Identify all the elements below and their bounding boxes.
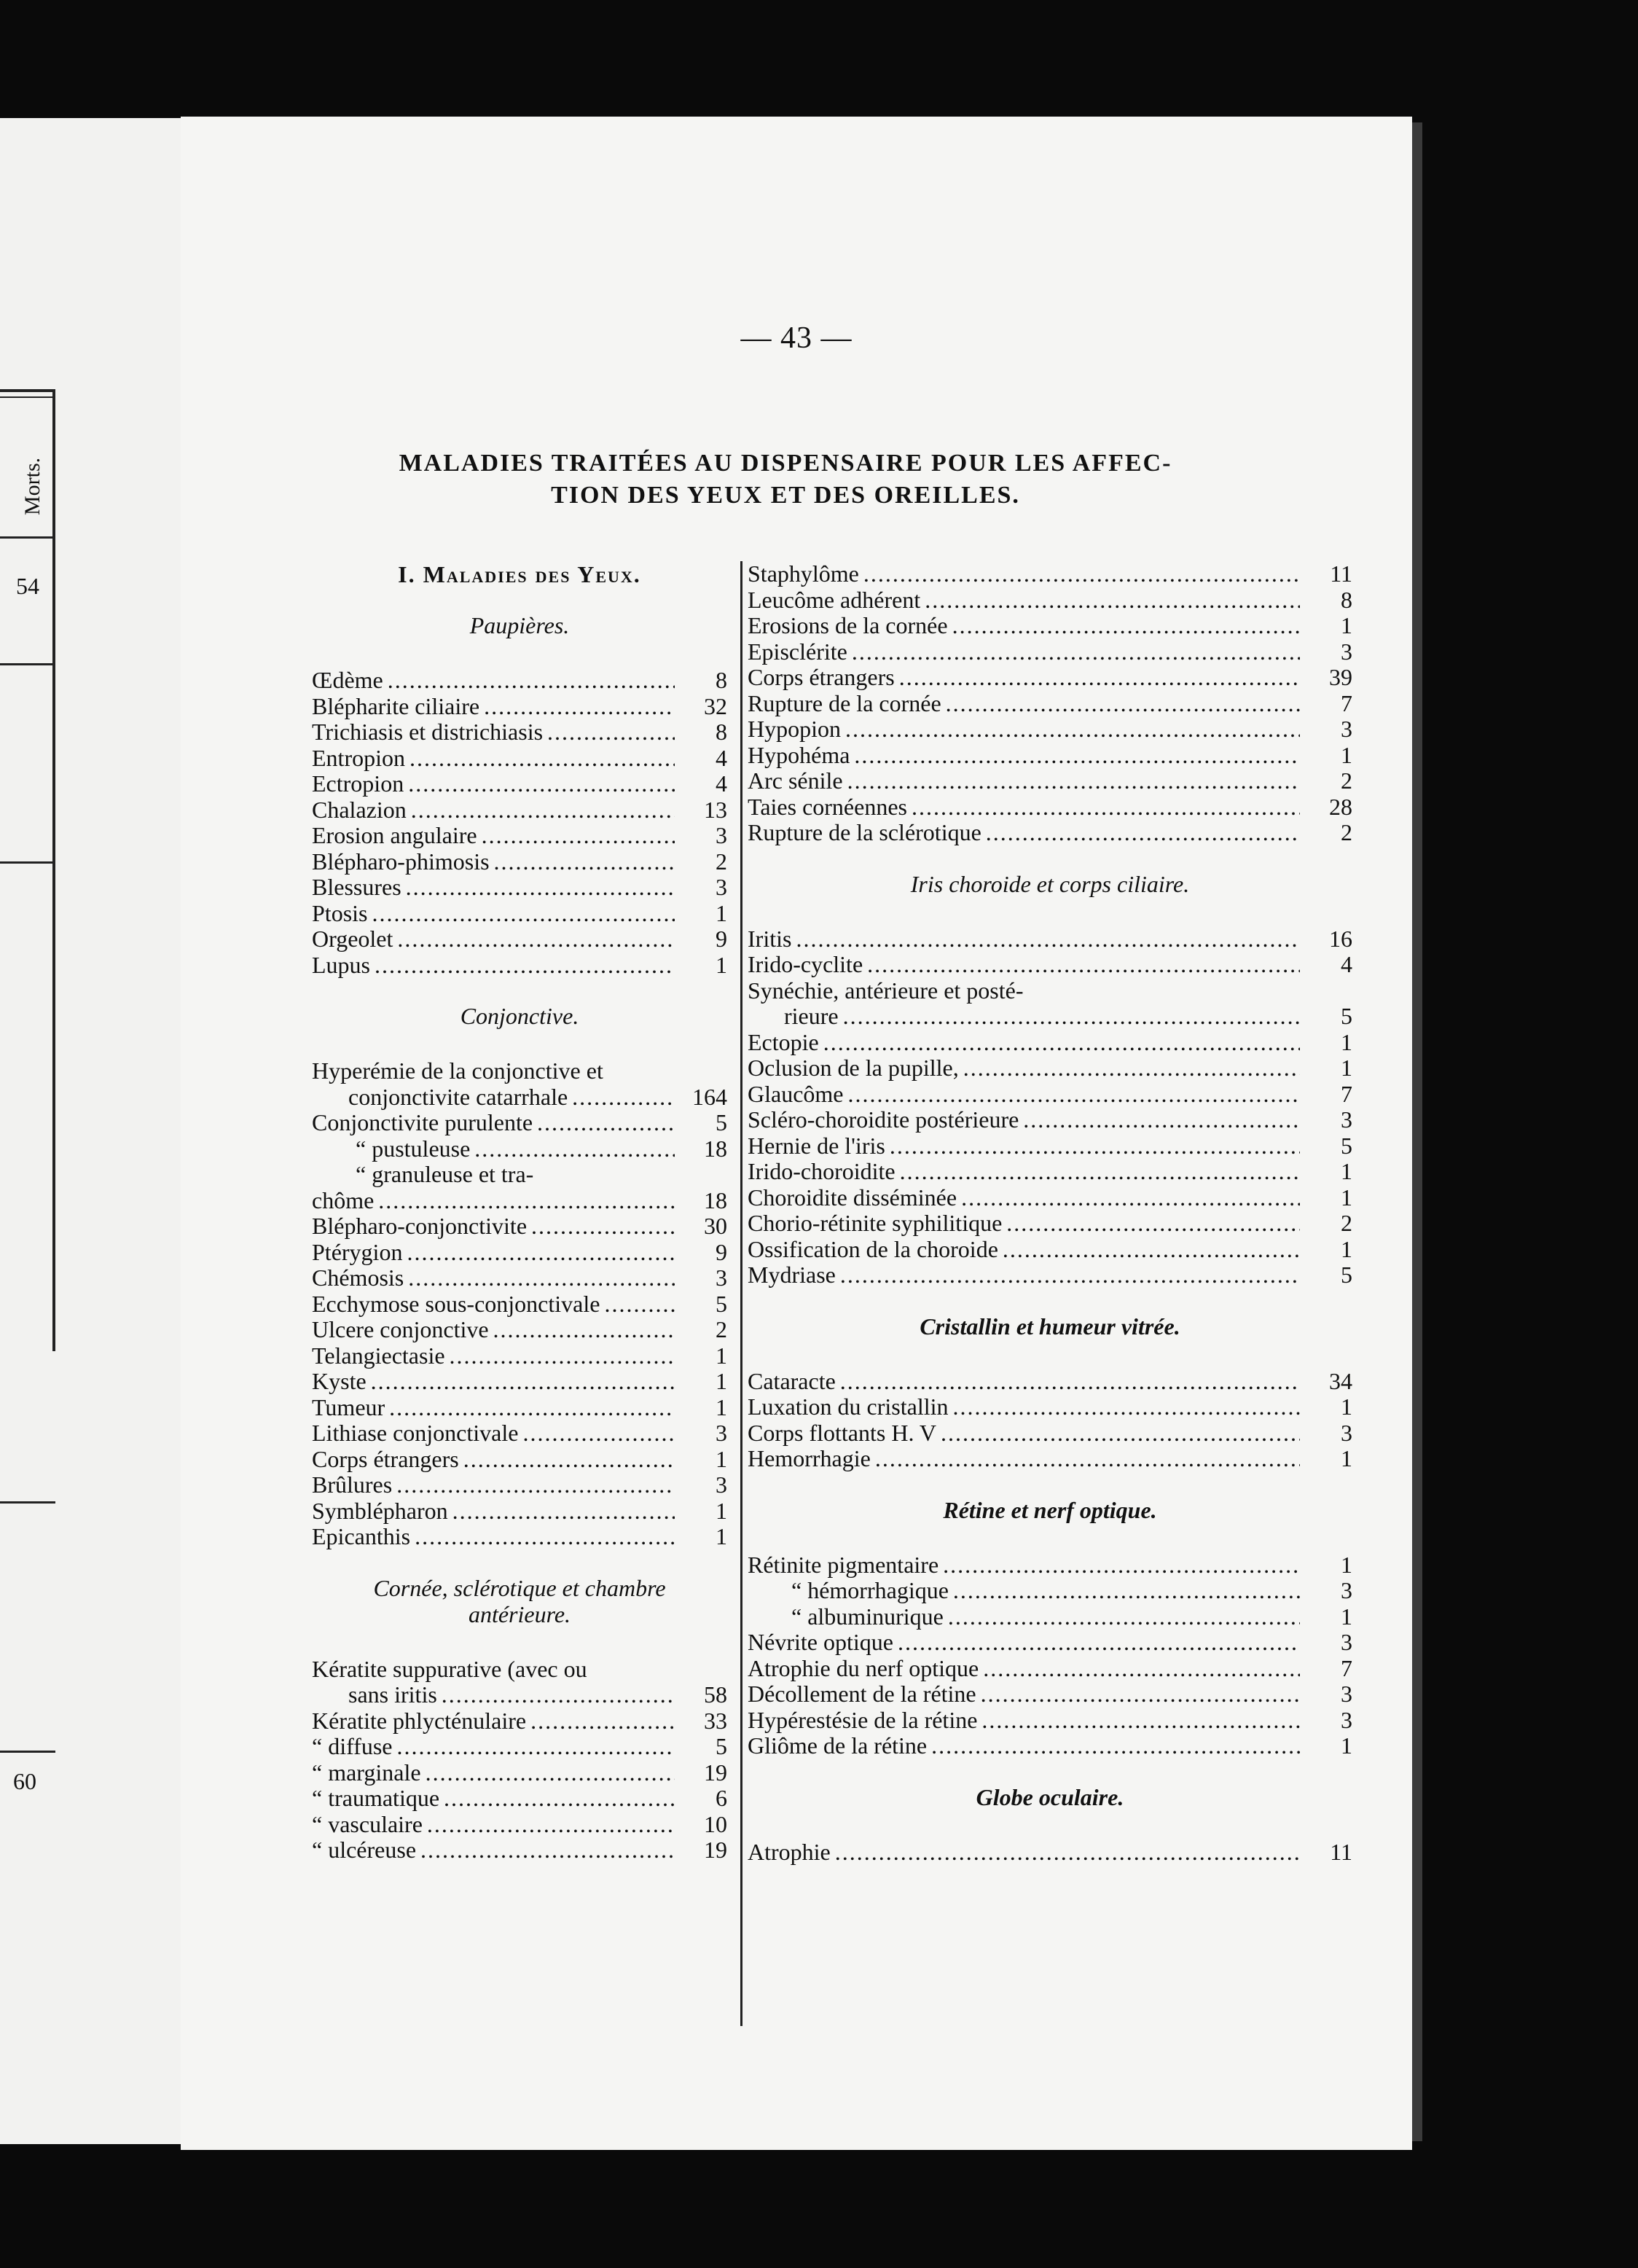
item-count: 1 <box>716 951 727 978</box>
list-item <box>312 1240 727 1266</box>
item-count: 5 <box>716 1109 727 1135</box>
item-label: Ptérygion <box>312 1238 403 1265</box>
item-count: 3 <box>716 1420 727 1446</box>
item-label: Gliôme de la rétine <box>748 1732 928 1759</box>
item-label: Hypohéma <box>748 741 850 768</box>
list-item <box>312 668 727 694</box>
item-label: Symblépharon <box>312 1497 448 1524</box>
list-item <box>748 1262 1352 1289</box>
item-label: Hernie de l'iris <box>748 1132 885 1159</box>
item-count: 28 <box>1329 793 1352 820</box>
item-label: Œdème <box>312 667 383 693</box>
item-count: 3 <box>1341 1106 1352 1133</box>
item-label: Arc sénile <box>748 767 843 794</box>
item-count: 3 <box>1341 1681 1352 1707</box>
globe-list <box>748 1839 1352 1866</box>
table-rule <box>0 396 55 398</box>
item-label: Taies cornéennes <box>748 793 907 820</box>
page-title-line: MALADIES TRAITÉES AU DISPENSAIRE POUR LES AFFEC- <box>399 450 1172 477</box>
item-label: Blépharo-phimosis <box>312 848 490 875</box>
item-label: Hyperémie de la conjonctive et <box>312 1057 603 1084</box>
list-item <box>312 1786 727 1812</box>
list-item <box>312 1657 727 1683</box>
item-count: 3 <box>716 874 727 900</box>
item-label: Conjonctivite purulente <box>312 1109 533 1135</box>
item-label: “ marginale <box>312 1759 421 1786</box>
item-label: Irido-cyclite <box>748 951 863 977</box>
list-item <box>748 1839 1352 1866</box>
item-count: 1 <box>1341 612 1352 638</box>
list-item <box>312 771 727 797</box>
list-item <box>312 1110 727 1136</box>
list-item <box>748 1082 1352 1108</box>
item-count: 1 <box>716 1393 727 1420</box>
list-item <box>748 1552 1352 1579</box>
list-item <box>748 978 1352 1004</box>
item-count: 1 <box>716 1342 727 1369</box>
list-item <box>312 953 727 979</box>
item-count: 5 <box>1341 1262 1352 1288</box>
item-label: Leucôme adhérent <box>748 586 921 613</box>
item-count: 2 <box>1341 819 1352 845</box>
item-count: 5 <box>716 1733 727 1759</box>
item-label: Erosions de la cornée <box>748 612 948 638</box>
item-label: Brûlures <box>312 1471 393 1498</box>
item-count: 4 <box>716 770 727 797</box>
item-count: 8 <box>716 667 727 693</box>
left-page-value: 60 <box>13 1768 36 1794</box>
subsection-heading-paupieres: Paupières. <box>469 612 570 638</box>
list-item <box>748 1733 1352 1759</box>
item-count: 1 <box>716 1368 727 1394</box>
list-item <box>748 1030 1352 1056</box>
list-item <box>748 1394 1352 1420</box>
subsection-heading-retine: Rétine et nerf optique. <box>943 1496 1157 1523</box>
heading-line: Cornée, sclérotique et chambre <box>373 1574 666 1601</box>
list-item <box>748 743 1352 769</box>
table-rule <box>0 861 55 864</box>
left-column <box>312 561 727 1864</box>
item-count: 1 <box>1341 1055 1352 1081</box>
left-page-value: 54 <box>16 573 39 599</box>
list-item <box>312 1734 727 1760</box>
table-rule <box>0 1501 55 1503</box>
item-count: 8 <box>716 719 727 745</box>
list-item <box>748 1004 1352 1030</box>
item-count: 2 <box>716 848 727 875</box>
item-count: 1 <box>716 899 727 926</box>
item-count: 1 <box>1341 1028 1352 1055</box>
item-count: 3 <box>716 1264 727 1291</box>
item-label: Rupture de la cornée <box>748 689 941 716</box>
iris-list-continued <box>748 1030 1352 1289</box>
item-label: Kératite phlycténulaire <box>312 1707 527 1734</box>
list-item <box>312 1708 727 1735</box>
item-count: 1 <box>1341 1603 1352 1630</box>
item-label: “ pustuleuse <box>356 1135 471 1162</box>
item-count: 3 <box>1341 638 1352 665</box>
paupieres-list <box>312 668 727 978</box>
table-rule <box>0 663 55 665</box>
item-label: Entropion <box>312 744 405 771</box>
item-label: Choroidite disséminée <box>748 1184 957 1211</box>
iris-list <box>748 926 1352 978</box>
item-label: Blessures <box>312 874 401 900</box>
item-label: Mydriase <box>748 1262 836 1288</box>
item-label: Erosion angulaire <box>312 822 477 848</box>
item-count: 32 <box>704 692 727 719</box>
item-label: Lupus <box>312 951 370 978</box>
list-item <box>312 1084 727 1111</box>
list-item <box>312 1291 727 1318</box>
list-item <box>748 1211 1352 1237</box>
list-item <box>748 1630 1352 1656</box>
retine-list <box>748 1552 1352 1759</box>
list-item <box>312 1420 727 1447</box>
item-label: Staphylôme <box>748 560 859 587</box>
list-item <box>748 1656 1352 1682</box>
subsection-heading-conjonctive: Conjonctive. <box>460 1003 579 1029</box>
item-count: 7 <box>1341 1654 1352 1681</box>
list-item <box>748 1420 1352 1447</box>
list-item <box>748 1681 1352 1708</box>
item-count: 13 <box>704 796 727 823</box>
item-label: Névrite optique <box>748 1629 893 1655</box>
list-item <box>748 794 1352 821</box>
item-count: 3 <box>716 822 727 848</box>
cornee-list <box>312 1708 727 1864</box>
item-label: Corps flottants H. V <box>748 1419 936 1446</box>
column-divider <box>740 561 742 2026</box>
item-label: “ hémorrhagique <box>791 1577 949 1603</box>
item-label: Corps étrangers <box>312 1445 459 1472</box>
item-count: 3 <box>1341 716 1352 742</box>
list-item <box>748 716 1352 743</box>
list-item <box>312 1369 727 1395</box>
item-label: Ectropion <box>312 770 404 797</box>
item-label: Hemorrhagie <box>748 1445 871 1471</box>
item-count: 9 <box>716 1238 727 1265</box>
list-item <box>748 665 1352 691</box>
item-label: Lithiase conjonctivale <box>312 1420 519 1446</box>
list-item <box>312 1188 727 1214</box>
item-label: Iritis <box>748 925 792 952</box>
item-count: 11 <box>1330 1838 1352 1865</box>
item-label: Rupture de la sclérotique <box>748 819 981 845</box>
item-count: 3 <box>1341 1577 1352 1603</box>
item-count: 164 <box>692 1083 727 1110</box>
list-item <box>748 1369 1352 1395</box>
item-label: Tumeur <box>312 1393 385 1420</box>
item-count: 7 <box>1341 689 1352 716</box>
list-item <box>312 1837 727 1864</box>
item-count: 11 <box>1330 560 1352 587</box>
item-count: 6 <box>716 1785 727 1811</box>
item-label: Episclérite <box>748 638 847 665</box>
previous-page-fragment <box>0 118 181 2144</box>
item-label: Glaucôme <box>748 1080 844 1107</box>
item-count: 19 <box>704 1759 727 1786</box>
item-label: Irido-choroidite <box>748 1158 896 1184</box>
list-item <box>312 746 727 772</box>
item-label: Trichiasis et districhiasis <box>312 719 544 745</box>
list-item <box>748 1159 1352 1185</box>
item-count: 33 <box>704 1707 727 1734</box>
item-label: “ granuleuse et tra- <box>356 1161 534 1187</box>
list-item <box>312 1498 727 1525</box>
column-header-morts: Morts. <box>20 457 44 515</box>
page-edge <box>1412 122 1422 2141</box>
item-count: 9 <box>716 926 727 952</box>
item-count: 39 <box>1329 664 1352 690</box>
list-item <box>312 901 727 927</box>
table-rule <box>0 536 55 539</box>
item-count: 1 <box>1341 1235 1352 1262</box>
item-label: conjonctivite catarrhale <box>348 1083 568 1110</box>
item-count: 18 <box>704 1186 727 1213</box>
item-label: sans iritis <box>348 1681 437 1708</box>
heading-line: antérieure. <box>468 1600 571 1627</box>
item-label: Hypopion <box>748 716 841 742</box>
item-count: 1 <box>1341 1184 1352 1211</box>
item-label: chôme <box>312 1186 375 1213</box>
item-count: 4 <box>1341 951 1352 977</box>
item-count: 58 <box>704 1681 727 1708</box>
list-item <box>312 1136 727 1162</box>
list-item <box>748 613 1352 639</box>
item-label: Chorio-rétinite syphilitique <box>748 1210 1003 1236</box>
item-label: “ ulcéreuse <box>312 1837 417 1863</box>
item-count: 1 <box>716 1523 727 1549</box>
item-label: Atrophie <box>748 1838 831 1865</box>
item-label: Rétinite pigmentaire <box>748 1551 939 1578</box>
item-count: 1 <box>716 1445 727 1472</box>
item-label: Luxation du cristallin <box>748 1393 949 1420</box>
list-item <box>748 561 1352 587</box>
list-item <box>748 820 1352 846</box>
item-label: Ulcere conjonctive <box>312 1316 489 1342</box>
item-count: 2 <box>1341 1210 1352 1236</box>
item-label: Chémosis <box>312 1264 404 1291</box>
list-item <box>312 1812 727 1838</box>
item-label: Synéchie, antérieure et posté- <box>748 977 1024 1004</box>
item-count: 5 <box>716 1290 727 1317</box>
list-item <box>312 1682 727 1708</box>
item-count: 16 <box>1329 925 1352 952</box>
item-count: 34 <box>1329 1367 1352 1394</box>
list-item <box>748 952 1352 978</box>
cristallin-list <box>748 1369 1352 1472</box>
item-count: 1 <box>1341 1445 1352 1471</box>
item-count: 18 <box>704 1135 727 1162</box>
subsection-heading-cornee <box>312 1575 727 1627</box>
item-label: Cataracte <box>748 1367 836 1394</box>
subsection-heading-iris: Iris choroide et corps ciliaire. <box>910 870 1190 897</box>
item-label: “ diffuse <box>312 1733 393 1759</box>
list-item <box>312 1447 727 1473</box>
item-label: Telangiectasie <box>312 1342 445 1369</box>
page-title <box>312 447 1259 512</box>
list-item <box>748 587 1352 614</box>
list-item <box>312 719 727 746</box>
item-count: 1 <box>716 1497 727 1524</box>
subsection-heading-globe: Globe oculaire. <box>976 1783 1124 1810</box>
section-heading-maladies-yeux: I. Maladies des Yeux. <box>398 561 641 587</box>
list-item <box>748 1185 1352 1211</box>
list-item <box>748 691 1352 717</box>
page-number: — 43 — <box>740 321 853 355</box>
item-count: 8 <box>1341 586 1352 613</box>
list-item <box>312 1395 727 1421</box>
list-item <box>312 1343 727 1369</box>
item-label: rieure <box>784 1003 839 1029</box>
list-item <box>312 1162 727 1188</box>
subsection-heading-cristallin: Cristallin et humeur vitrée. <box>920 1313 1180 1340</box>
right-column <box>748 561 1352 1865</box>
item-label: Kératite suppurative (avec ou <box>312 1655 587 1682</box>
item-label: Chalazion <box>312 796 407 823</box>
list-item <box>748 639 1352 665</box>
item-count: 3 <box>1341 1706 1352 1733</box>
item-label: Ecchymose sous-conjonctivale <box>312 1290 600 1317</box>
item-count: 2 <box>716 1316 727 1342</box>
item-label: Ptosis <box>312 899 368 926</box>
list-item <box>748 1133 1352 1160</box>
list-item <box>748 1237 1352 1263</box>
item-count: 3 <box>1341 1419 1352 1446</box>
item-label: Oclusion de la pupille, <box>748 1055 959 1081</box>
list-item <box>312 1524 727 1550</box>
item-count: 3 <box>716 1471 727 1498</box>
item-label: Corps étrangers <box>748 664 895 690</box>
cornee-continued-list <box>748 561 1352 846</box>
list-item <box>312 1472 727 1498</box>
list-item <box>312 823 727 849</box>
list-item <box>748 926 1352 953</box>
list-item <box>312 797 727 824</box>
list-item <box>312 875 727 901</box>
table-rule <box>0 389 55 392</box>
item-label: Epicanthis <box>312 1523 411 1549</box>
item-count: 5 <box>1341 1003 1352 1029</box>
list-item <box>312 926 727 953</box>
page-title-line: TION DES YEUX ET DES OREILLES. <box>551 482 1020 509</box>
item-label: Hypérestésie de la rétine <box>748 1706 978 1733</box>
item-count: 1 <box>1341 1393 1352 1420</box>
list-item <box>748 768 1352 794</box>
list-item <box>748 1604 1352 1630</box>
item-label: Ectopie <box>748 1028 819 1055</box>
item-count: 1 <box>1341 1158 1352 1184</box>
conjonctive-list <box>312 1110 727 1550</box>
list-item <box>748 1578 1352 1604</box>
item-count: 30 <box>704 1213 727 1239</box>
list-item <box>748 1107 1352 1133</box>
table-rule <box>0 1751 55 1753</box>
item-label: Kyste <box>312 1368 367 1394</box>
item-count: 3 <box>1341 1629 1352 1655</box>
table-column-rule <box>52 389 55 1351</box>
list-item <box>312 849 727 875</box>
item-label: “ vasculaire <box>312 1810 423 1837</box>
item-label: Ossification de la choroide <box>748 1235 998 1262</box>
item-count: 7 <box>1341 1080 1352 1107</box>
item-label: “ traumatique <box>312 1785 440 1811</box>
document-page <box>181 117 1412 2150</box>
item-count: 1 <box>1341 1551 1352 1578</box>
item-label: Blépharo-conjonctivite <box>312 1213 528 1239</box>
item-label: “ albuminurique <box>791 1603 944 1630</box>
list-item <box>312 1058 727 1084</box>
list-item <box>312 694 727 720</box>
item-label: Décollement de la rétine <box>748 1681 976 1707</box>
item-count: 5 <box>1341 1132 1352 1159</box>
item-count: 10 <box>704 1810 727 1837</box>
item-count: 19 <box>704 1837 727 1863</box>
list-item <box>748 1446 1352 1472</box>
item-count: 2 <box>1341 767 1352 794</box>
item-count: 1 <box>1341 741 1352 768</box>
item-count: 1 <box>1341 1732 1352 1759</box>
item-count: 4 <box>716 744 727 771</box>
item-label: Orgeolet <box>312 926 393 952</box>
list-item <box>312 1265 727 1291</box>
item-label: Blépharite ciliaire <box>312 692 480 719</box>
list-item <box>312 1317 727 1343</box>
item-label: Scléro-choroidite postérieure <box>748 1106 1019 1133</box>
list-item <box>748 1055 1352 1082</box>
item-label: Atrophie du nerf optique <box>748 1654 979 1681</box>
list-item <box>748 1708 1352 1734</box>
list-item <box>312 1760 727 1786</box>
list-item <box>312 1213 727 1240</box>
